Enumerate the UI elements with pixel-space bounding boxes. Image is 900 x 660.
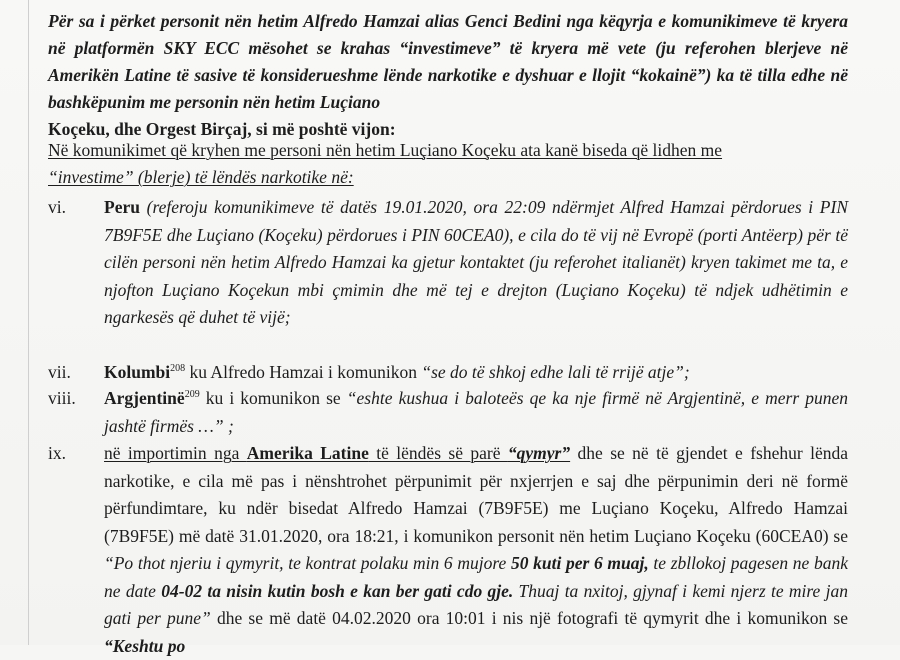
item-quote: te zbllokoj pagesen ne bank ne date xyxy=(104,553,848,601)
item-country: Peru xyxy=(104,197,140,217)
item-text: të lëndës së parë xyxy=(368,443,508,463)
subheading-line-2: “investime” (blerje) të lëndës narkotike në: xyxy=(48,167,354,187)
item-number: vii. xyxy=(48,362,71,382)
item-quote: “Po thot njeriu i qymyrit, te kontrat polaku min 6 mujore xyxy=(104,553,511,573)
item-number: viii. xyxy=(48,388,76,408)
item-text: dhe se më datë 04.02.2020 ora 10:01 i nis një fotografi të qymyrit dhe i komunikon se xyxy=(210,608,848,628)
page-edge xyxy=(28,0,29,645)
item-quote: Thuaj ta nxitoj, gjynaf i kemi njerz te mire jan gati per pune” xyxy=(104,580,848,628)
item-region: Amerika Latine xyxy=(246,443,369,463)
item-quote-bold: “Keshtu po xyxy=(104,635,186,656)
item-number: ix. xyxy=(48,443,66,463)
list-item xyxy=(48,194,848,332)
item-country: Argjentinë xyxy=(104,388,185,408)
item-country: Kolumbi xyxy=(104,362,171,382)
subheading-line-1: Në komunikimet që kryhen me personi nën hetim Luçiano Koçeku ata kanë biseda që lidhen me xyxy=(48,140,723,160)
list-item xyxy=(48,359,848,387)
item-number: vi. xyxy=(48,197,66,217)
item-material: “qymyr” xyxy=(507,443,571,463)
footnote-ref: 208 xyxy=(170,363,186,375)
intro-paragraph xyxy=(48,8,848,143)
item-quote-bold: 04-02 ta nisin kutin bosh e kan ber gati cdo gje. xyxy=(161,580,514,601)
list-item xyxy=(48,385,848,440)
item-text: ku i komunikon se xyxy=(199,388,347,408)
list-item xyxy=(48,440,848,660)
item-text: (referoju komunikimeve të datës 19.01.2020, ora 22:09 ndërmjet Alfred Hamzai përdorues i PIN 7B9F5E dhe Luçiano (Koçeku) përdorues i PIN 60CEA0), e cila do të vij në Evropë (porti Antëerp) për të cilën personi nën hetim Alfredo Hamzai ka gjetur kontaktet (ju referohet italianët) kryen takimet me ta, e njofton Luçiano Koçekun mbi çmimin dhe më tej e drejton (Luçiano Koçeku) të ndjek udhëtimin e ngarkesës që duhet të vijë; xyxy=(104,197,848,327)
intro-text: Për sa i përket personit nën hetim Alfredo Hamzai alias Genci Bedini nga këqyrja e komunikimeve të kryera në platformën SKY ECC mësohet se krahas “investimeve” të kryera më vete (ju referohen blerjeve në Amerikën Latine të sasive të konsiderueshme lënde narkotike e dyshuar e llojit “kokainë”) ka të tilla edhe në bashkëpunim me personin nën hetim Luçiano xyxy=(48,11,848,112)
item-text: dhe se në të gjendet e fshehur lënda narkotike, e cila më pas i nënshtrohet përpunimit për nxjerrjen e saj dhe përpunimin deri në formë përfundimtare, ku ndër bisedat Alfredo Hamzai (7B9F5E) me Luçiano Koçeku, Alfredo Hamzai (7B9F5E) më datë 31.01.2020, ora 18:21, i komunikon personit nën hetim Luçiano Koçeku (60CEA0) se xyxy=(104,443,848,546)
intro-text-end: Koçeku, dhe Orgest Birçaj, si më poshtë vijon: xyxy=(48,119,396,139)
item-quote-bold: 50 kuti per 6 muaj, xyxy=(510,553,649,573)
item-text: në importimin nga xyxy=(104,443,247,463)
subheading xyxy=(48,137,848,191)
footnote-ref: 209 xyxy=(184,389,200,401)
item-text: ku Alfredo Hamzai i komunikon xyxy=(185,362,422,382)
item-quote: “se do të shkoj edhe lali të rrijë atje”; xyxy=(421,362,690,382)
item-quote: “eshte kushua i baloteës qe ka nje firmë në Argjentinë, e merr punen jashtë firmës …” ; xyxy=(104,388,848,436)
